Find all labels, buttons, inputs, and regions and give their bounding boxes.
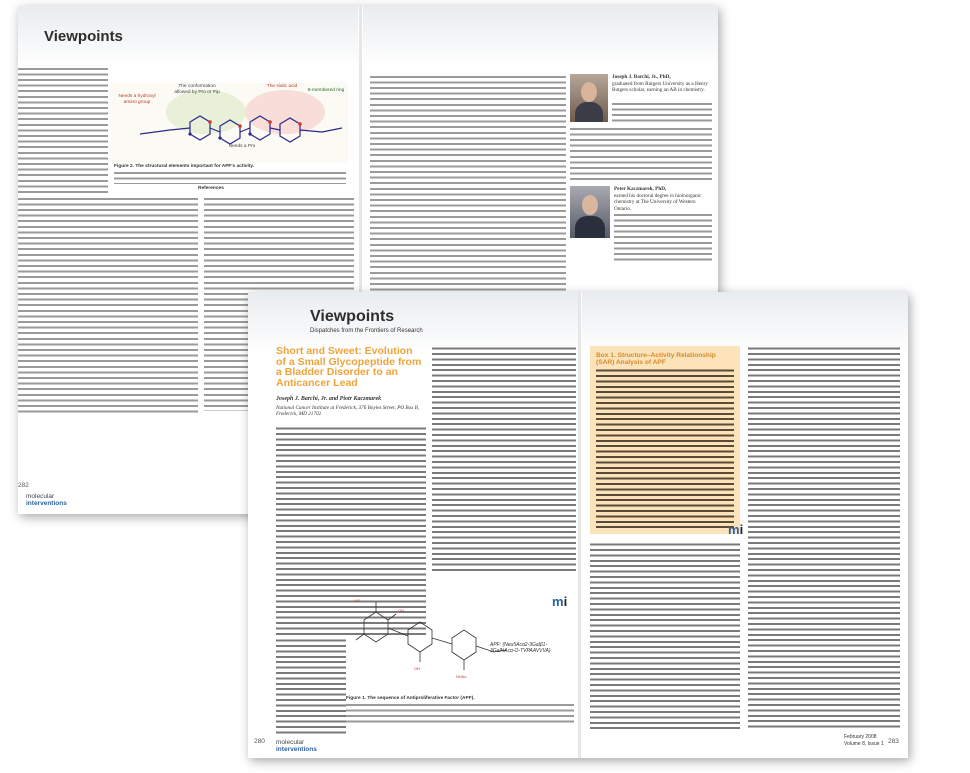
- author-bio-text: [612, 101, 712, 125]
- body-text-column: [18, 196, 198, 416]
- page-subtitle: Dispatches from the Frontiers of Research: [310, 328, 423, 334]
- box-text: [596, 368, 734, 528]
- body-text-column: [18, 66, 108, 196]
- figure-caption: Figure 2. The structural elements important for APF's activity.: [114, 164, 255, 169]
- mark-i: i: [739, 522, 744, 537]
- sar-box: [590, 346, 740, 534]
- page-number: 282: [18, 482, 29, 489]
- svg-text:OH: OH: [398, 608, 404, 613]
- figure-label: Needs a Pro: [228, 144, 256, 149]
- author-bio-text: [614, 212, 712, 262]
- gutter: [578, 292, 581, 758]
- header-band-right: [363, 6, 718, 68]
- figure-label: The sialic acid: [266, 84, 298, 89]
- figure-caption: Figure 1. The sequence of Antiproliferative Factor (APF).: [346, 696, 475, 701]
- journal-logo: [276, 740, 317, 754]
- author-bio-text: [570, 126, 712, 184]
- author-photo: [570, 186, 610, 238]
- mark-m: m: [728, 522, 740, 537]
- logo-line: interventions: [26, 499, 67, 507]
- journal-mark: [552, 594, 567, 609]
- page-title: Viewpoints: [310, 308, 395, 325]
- author-photo: [570, 74, 608, 122]
- volume-issue: Volume 8, Issue 1: [844, 741, 884, 747]
- header-band-right: [582, 292, 908, 354]
- author-name: Joseph J. Barchi, Jr., PhD,: [612, 74, 671, 80]
- page-number: 283: [888, 738, 899, 745]
- body-text-column: [432, 346, 576, 571]
- molecule-label: APF: (Neu5Acα2-3Galβ1-3GalNAcα-O-TVPAAVVVA): [490, 642, 551, 654]
- mark-m: m: [552, 594, 564, 609]
- byline: Joseph J. Barchi, Jr. and Piotr Kaczmarek: [276, 396, 382, 402]
- figure-label: 6-membered ring: [307, 88, 345, 93]
- journal-mark: [728, 522, 743, 537]
- page-number: 280: [254, 738, 265, 745]
- figure-caption-text: [346, 702, 574, 726]
- author-name: Peter Kaczmarek, PhD,: [614, 186, 667, 192]
- issue-date: February 2008: [844, 734, 877, 740]
- author-bio: graduated from Rutgers University as a Henry Rutgers scholar, earning an AB in chemistry.: [612, 81, 708, 94]
- article-title: Short and Sweet: Evolution of a Small Glycopeptide from a Bladder Disorder to an Anticancer Lead: [276, 345, 422, 389]
- body-text-column: [590, 542, 740, 730]
- author-bio: earned his doctoral degree in bioinorganic chemistry at The University of Western Ontario.: [614, 193, 702, 212]
- references-heading: References: [198, 186, 224, 191]
- apf-structure-figure: [344, 590, 576, 690]
- figure-label: The conformation allowed by Pro or Pip: [174, 84, 220, 95]
- structure-figure: [110, 82, 348, 162]
- box-title: Box 1. Structure–Activity Relationship (SAR) Analysis of APF: [596, 352, 716, 366]
- body-text-column: [276, 638, 346, 734]
- figure-caption-text: [114, 170, 346, 184]
- logo-line: interventions: [276, 745, 317, 753]
- logo-line: molecular: [276, 739, 305, 746]
- svg-text:NHAc: NHAc: [456, 674, 467, 679]
- svg-text:HO: HO: [354, 598, 360, 603]
- logo-line: molecular: [26, 493, 55, 500]
- body-text-column: [748, 346, 900, 730]
- journal-logo: [26, 494, 67, 508]
- page-title: Viewpoints: [44, 28, 123, 45]
- mark-i: i: [563, 594, 568, 609]
- front-spread-page: [248, 292, 908, 758]
- molecule-illustration: [344, 590, 576, 690]
- figure-label: Needs a hydroxyl amino group: [118, 94, 156, 105]
- affiliation: National Cancer Institute at Frederick, 376 Boyles Street, PO Box B, Frederick, MD 21702: [276, 405, 420, 418]
- svg-text:OH: OH: [414, 666, 420, 671]
